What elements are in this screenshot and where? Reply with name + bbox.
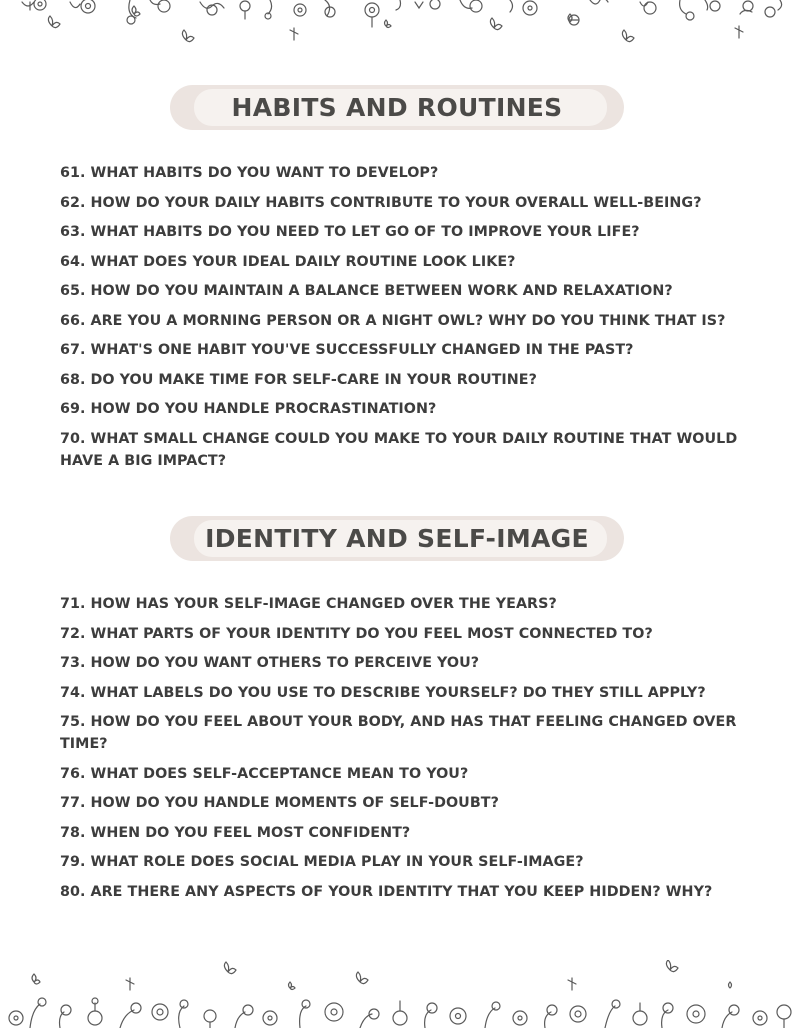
section-title: IDENTITY AND SELF-IMAGE	[205, 524, 589, 553]
question-item: 78. WHEN DO YOU FEEL MOST CONFIDENT?	[60, 824, 411, 841]
question-item: 77. HOW DO YOU HANDLE MOMENTS OF SELF-DOUBT?	[60, 795, 499, 811]
question-item: 62. HOW DO YOUR DAILY HABITS CONTRIBUTE TO YOUR OVERALL WELL-BEING?	[60, 194, 702, 211]
question-list	[60, 593, 750, 910]
question-item: 73. HOW DO YOU WANT OTHERS TO PERCEIVE YOU?	[60, 655, 480, 671]
question-item: 74. WHAT LABELS DO YOU USE TO DESCRIBE YOURSELF? DO THEY STILL APPLY?	[60, 684, 706, 701]
question-item: 76. WHAT DOES SELF-ACCEPTANCE MEAN TO YOU?	[60, 765, 469, 782]
bottom-floral-border	[0, 960, 794, 1028]
question-list	[60, 162, 750, 479]
question-item: 67. WHAT'S ONE HABIT YOU'VE SUCCESSFULLY CHANGED IN THE PAST?	[60, 342, 634, 358]
question-item: 71. HOW HAS YOUR SELF-IMAGE CHANGED OVER THE YEARS?	[60, 596, 557, 612]
question-item: 68. DO YOU MAKE TIME FOR SELF-CARE IN YOUR ROUTINE?	[60, 371, 537, 388]
question-item: 61. WHAT HABITS DO YOU WANT TO DEVELOP?	[60, 165, 439, 181]
section-title: HABITS AND ROUTINES	[231, 93, 563, 122]
floral-doodle-top-icon	[0, 0, 794, 56]
question-item: 69. HOW DO YOU HANDLE PROCRASTINATION?	[60, 401, 437, 417]
question-item: 64. WHAT DOES YOUR IDEAL DAILY ROUTINE LOOK LIKE?	[60, 253, 516, 270]
question-item: 70. WHAT SMALL CHANGE COULD YOU MAKE TO YOUR DAILY ROUTINE THAT WOULD HAVE A BIG IMPACT?	[60, 430, 738, 469]
floral-doodle-bottom-icon	[0, 960, 794, 1028]
question-item: 66. ARE YOU A MORNING PERSON OR A NIGHT OWL? WHY DO YOU THINK THAT IS?	[60, 312, 726, 329]
question-item: 63. WHAT HABITS DO YOU NEED TO LET GO OF TO IMPROVE YOUR LIFE?	[60, 224, 640, 240]
section-title-pill	[170, 85, 624, 130]
top-floral-border	[0, 0, 794, 56]
question-item: 65. HOW DO YOU MAINTAIN A BALANCE BETWEEN WORK AND RELAXATION?	[60, 283, 673, 299]
question-item: 79. WHAT ROLE DOES SOCIAL MEDIA PLAY IN YOUR SELF-IMAGE?	[60, 854, 584, 870]
question-item: 72. WHAT PARTS OF YOUR IDENTITY DO YOU FEEL MOST CONNECTED TO?	[60, 625, 653, 642]
question-item: 80. ARE THERE ANY ASPECTS OF YOUR IDENTITY THAT YOU KEEP HIDDEN? WHY?	[60, 883, 713, 900]
question-item: 75. HOW DO YOU FEEL ABOUT YOUR BODY, AND HAS THAT FEELING CHANGED OVER TIME?	[60, 714, 737, 752]
section-title-pill	[170, 516, 624, 561]
